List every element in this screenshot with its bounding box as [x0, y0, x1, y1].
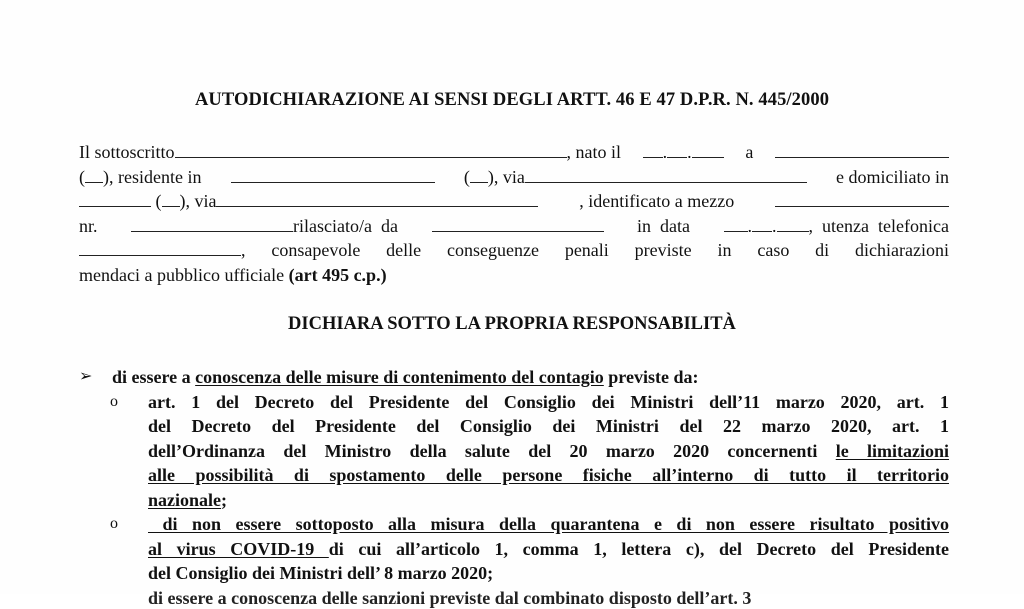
- birth-month-field[interactable]: [667, 140, 687, 158]
- domicile-street-field[interactable]: [216, 189, 538, 207]
- form-line-2: [79, 165, 949, 190]
- form-line-5: [79, 238, 949, 263]
- circle-bullet-icon: o: [110, 515, 118, 532]
- date-separator: .: [662, 142, 668, 162]
- form-line-4: [79, 214, 949, 239]
- label-identificato: , identificato a mezzo: [579, 191, 735, 211]
- label-sottoscritto: Il sottoscritto: [79, 142, 175, 162]
- birth-place-field[interactable]: [775, 140, 949, 158]
- label-utenza: , utenza telefonica: [808, 215, 949, 236]
- decree-line-3-plain: dell’Ordinanza del Ministro della salute del 20 marzo 2020 concernenti: [148, 440, 836, 461]
- decree-line-5: [148, 488, 949, 513]
- issue-month-field[interactable]: [752, 214, 772, 232]
- residence-city-field[interactable]: [231, 165, 435, 183]
- birth-year-field[interactable]: [692, 140, 724, 158]
- item-prefix: di essere a: [112, 367, 196, 387]
- birth-province-field[interactable]: [85, 165, 103, 183]
- paren-open: (: [79, 166, 85, 187]
- quarantine-line-3: del Consiglio dei Ministri dell’ 8 marzo 2020;: [148, 563, 494, 583]
- subitem-quarantine: [110, 512, 950, 586]
- circle-bullet-icon: o: [110, 392, 118, 410]
- id-document-type-field[interactable]: [775, 189, 949, 207]
- decree-line-4: alle possibilità di spostamento delle persone fisiche all’interno di tutto il territorio: [148, 465, 949, 485]
- date-separator: .: [687, 142, 692, 162]
- covid-underlined: al virus COVID-19: [148, 538, 329, 559]
- form-line-3: [79, 189, 949, 214]
- decree-line-1: art. 1 del Decreto del Presidente del Consiglio dei Ministri dell’11 marzo 2020, art. 1: [148, 391, 949, 412]
- label-via: ), via: [487, 166, 525, 187]
- id-number-field[interactable]: [131, 214, 293, 232]
- declarant-form: [79, 140, 949, 287]
- date-separator: .: [747, 215, 753, 236]
- quarantine-line-2: [148, 537, 949, 562]
- label-consapevole: , consapevole delle conseguenze penali previste in caso di dichiarazioni: [241, 240, 949, 260]
- label-rilasciato: rilasciato/a da: [293, 215, 398, 236]
- domicile-city-field[interactable]: [79, 189, 151, 207]
- birth-day-field[interactable]: [643, 140, 663, 158]
- declaration-heading: DICHIARA SOTTO LA PROPRIA RESPONSABILITÀ: [288, 314, 736, 334]
- cut-off-line: di essere a conoscenza delle sanzioni previste dal combinato disposto dell’art. 3: [148, 588, 752, 608]
- decree-line-5-underlined: nazionale: [148, 489, 222, 510]
- date-separator: .: [772, 215, 777, 236]
- declarations-list: [79, 365, 949, 586]
- mendaci-text: mendaci a pubblico ufficiale: [79, 264, 289, 285]
- decree-line-5-suffix: ;: [221, 489, 228, 510]
- paren-open: (: [463, 166, 470, 187]
- quarantine-line-1: di non essere sottoposto alla misura della quarantena e di non essere risultato positivo: [148, 514, 950, 534]
- item-suffix: previste da:: [603, 367, 699, 387]
- document-title: AUTODICHIARAZIONE AI SENSI DEGLI ARTT. 46 E 47 D.P.R. N. 445/2000: [194, 90, 830, 110]
- decree-line-3: [148, 439, 949, 464]
- issue-day-field[interactable]: [724, 214, 748, 232]
- label-nato: , nato il: [566, 142, 621, 162]
- issuer-field[interactable]: [432, 214, 604, 232]
- form-line-1: [79, 140, 949, 165]
- paren-open: (: [155, 191, 162, 211]
- item-underlined: conoscenza delle misure di contenimento del contagio: [195, 367, 604, 387]
- residence-province-field[interactable]: [470, 165, 488, 183]
- subitem-decrees: [110, 390, 950, 513]
- label-in-data: in data: [637, 215, 690, 236]
- declaration-item-knowledge: [79, 365, 949, 390]
- label-via: ), via: [179, 191, 217, 211]
- label-domiciliato: e domiciliato in: [836, 166, 949, 187]
- label-nr: nr.: [79, 215, 98, 236]
- art-495-reference: (art 495 c.p.): [288, 264, 387, 285]
- phone-field[interactable]: [79, 238, 241, 256]
- issue-year-field[interactable]: [777, 214, 809, 232]
- form-line-6: [79, 263, 949, 288]
- residence-street-field[interactable]: [525, 165, 807, 183]
- label-residente: ), residente in: [103, 166, 202, 187]
- quarantine-line-2-plain: di cui all’articolo 1, comma 1, lettera c), del Decreto del Presidente: [328, 538, 949, 559]
- label-a: a: [745, 142, 754, 162]
- arrow-bullet-icon: ➢: [79, 368, 93, 385]
- name-field[interactable]: [175, 140, 567, 158]
- decree-line-2: del Decreto del Presidente del Consiglio dei Ministri del 22 marzo 2020, art. 1: [148, 416, 949, 436]
- domicile-province-field[interactable]: [162, 189, 180, 207]
- decree-line-3-underlined: le limitazioni: [835, 440, 950, 461]
